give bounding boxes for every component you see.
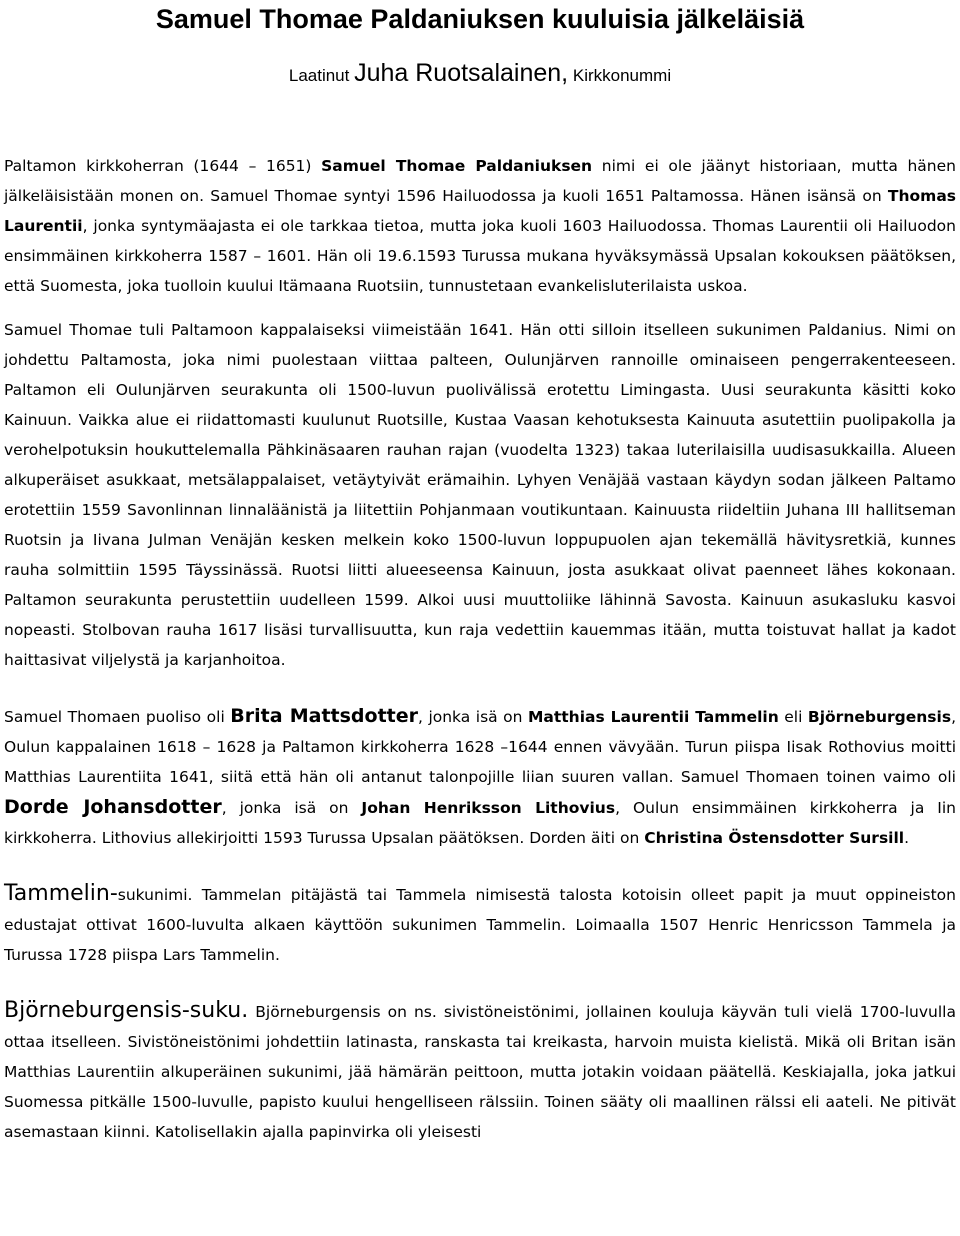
name-dorde-johansdotter: Dorde Johansdotter (4, 796, 222, 818)
paragraph-tammelin (4, 879, 956, 970)
section-heading-bjorneburgensis: Björneburgensis-suku. (4, 998, 249, 1023)
byline (4, 58, 956, 91)
paragraph-bjorneburgensis (4, 996, 956, 1147)
byline-place: Kirkkonummi (572, 66, 672, 85)
text: Paltamon kirkkoherran (1644 – 1651) (4, 157, 322, 175)
text: eli (778, 708, 808, 726)
text: nimi ei ole jäänyt historiaan, mutta hänen jälkeläisistään monen on. Samuel Thomae syntyi 1596 Hailuodossa ja kuoli 1651 Paltamossa. Hänen isänsä on (4, 157, 956, 205)
text: Björneburgensis on ns. sivistöneistönimi, jollainen kouluja käyvän tuli vielä 1700-luvulla ottaa itselleen. Sivistöneistönimi johdettiin latinasta, ranskasta tai kreikasta, harvoin muista kielistä. Mikä oli Britan isän Matthias Laurentiin alkuperäinen sukunimi, jää hämärän peittoon, mutta jotakin voidaan päätellä. Keskiajalla, joka jatkui Suomessa pitkälle 1500-luvulle, papisto kuului hengelliseen rälssiin. Toinen sääty oli maallinen rälssi eli aateli. Ne pitivät asemastaan kiinni. Katolisellakin ajalla papinvirka oli yleisesti (4, 1003, 956, 1141)
text: Tammelan pitäjästä tai Tammela nimisestä talosta kotoisin olleet papit ja muut oppineiston edustajat ottivat 1600-luvulta alkaen käyttöön sukunimen Tammelin. Loimaalla 1507 Henric Henricsson Tammela ja Turussa 1728 piispa Lars Tammelin. (4, 886, 956, 964)
text: , jonka isä on (221, 799, 362, 817)
document-title: Samuel Thomae Paldaniuksen kuuluisia jälkeläisiä (155, 4, 805, 34)
name-brita-mattsdotter: Brita Mattsdotter (230, 705, 419, 727)
name-samuel-thomae: Samuel Thomae Paldaniuksen (321, 157, 593, 175)
text: . (904, 829, 910, 847)
text: , jonka isä on (418, 708, 528, 726)
name-thomas-laurentii: Thomas Laurentii (4, 187, 956, 235)
text: Samuel Thomaen puoliso oli (4, 708, 231, 726)
text: , Oulun kappalainen 1618 – 1628 ja Paltamon kirkkoherra 1628 –1644 ennen vävyään. Turun piispa Iisak Rothovius moitti Matthias Laurentiita 1641, siitä että hän oli antanut talonpojille liian suuren vallan. Samuel Thomaen toinen vaimo oli (4, 708, 956, 786)
text: , jonka syntymäajasta ei ole tarkkaa tietoa, mutta joka kuoli 1603 Hailuodossa. Thomas Laurentii oli Hailuodon ensimmäinen kirkkoherra 1587 – 1601. Hän oli 19.6.1593 Turussa mukana hyväksymässä Upsalan kokouksen päätöksen, että Suomesta, joka tuolloin kuului Itämaana Ruotsiin, tunnustetaan evankelisluterilaista uskoa. (4, 217, 956, 295)
paragraph-intro (4, 151, 956, 301)
byline-prefix: Laatinut (288, 66, 350, 85)
name-matthias-laurentii: Matthias Laurentii Tammelin (527, 708, 779, 726)
name-christina-sursill: Christina Östensdotter Sursill (644, 829, 905, 847)
byline-author: Juha Ruotsalainen, (354, 59, 569, 87)
section-heading-tammelin: Tammelin- (4, 881, 118, 906)
name-bjorneburgensis: Björneburgensis (807, 708, 952, 726)
text: , Oulun ensimmäinen kirkkoherra ja Iin kirkkoherra. Lithovius allekirjoitti 1593 Turussa Upsalan päätöksen. Dorden äiti on (4, 799, 957, 847)
paragraph-paltamo: Samuel Thomae tuli Paltamoon kappalaiseksi viimeistään 1641. Hän otti silloin itselleen sukunimen Paldanius. Nimi on johdettu Paltamosta, joka nimi puolestaan viittaa palteen, Oulunjärven rannoille ominaiseen pengerrakenteeseen. Paltamon eli Oulunjärven seurakunta oli 1500-luvun puolivälissä erotettu Limingasta. Uusi seurakunta käsitti koko Kainuun. Vaikka alue ei riidattomasti kuulunut Ruotsille, Kustaa Vaasan kehotuksesta Kainuuta asutettiin puolipakolla ja verohelpotuksin houkuttelemalla Pähkinäsaaren rauhan rajan (vuodelta 1323) takaa luterilaisilla uudisasukkailla. Alueen alkuperäiset asukkaat, metsälappalaiset, vetäytyivät erämaihin. Lyhyen Venäjää vastaan käydyn sodan jälkeen Paltamo erotettiin 1559 Savonlinnan linnaläänistä ja liitettiin Pohjanmaan voutikuntaan. Kainuusta riideltiin Juhana III hallitseman Ruotsin ja Iivana Julman Venäjän kesken melkein koko 1500-luvun loppupuolen ajan tekemällä hävitysretkiä, kunnes rauha solmittiin 1595 Täyssinässä. Ruotsi liitti alueeseensa Kainuun, josta asukkaat olivat paenneet lähes kokonaan. Paltamon seurakunta perustettiin uudelleen 1599. Alkoi uusi muuttoliike lähinnä Savosta. Kainuun asukasluku kasvoi nopeasti. Stolbovan rauha 1617 lisäsi turvallisuutta, kun raja vedettiin kauemmas itään, mutta toistuvat hallat ja kadot haittasivat viljelystä ja karjanhoitoa. (4, 321, 956, 669)
section-heading-suffix: sukunimi. (117, 886, 193, 904)
name-johan-lithovius: Johan Henriksson Lithovius (361, 799, 616, 817)
paragraph-spouses (4, 701, 956, 853)
